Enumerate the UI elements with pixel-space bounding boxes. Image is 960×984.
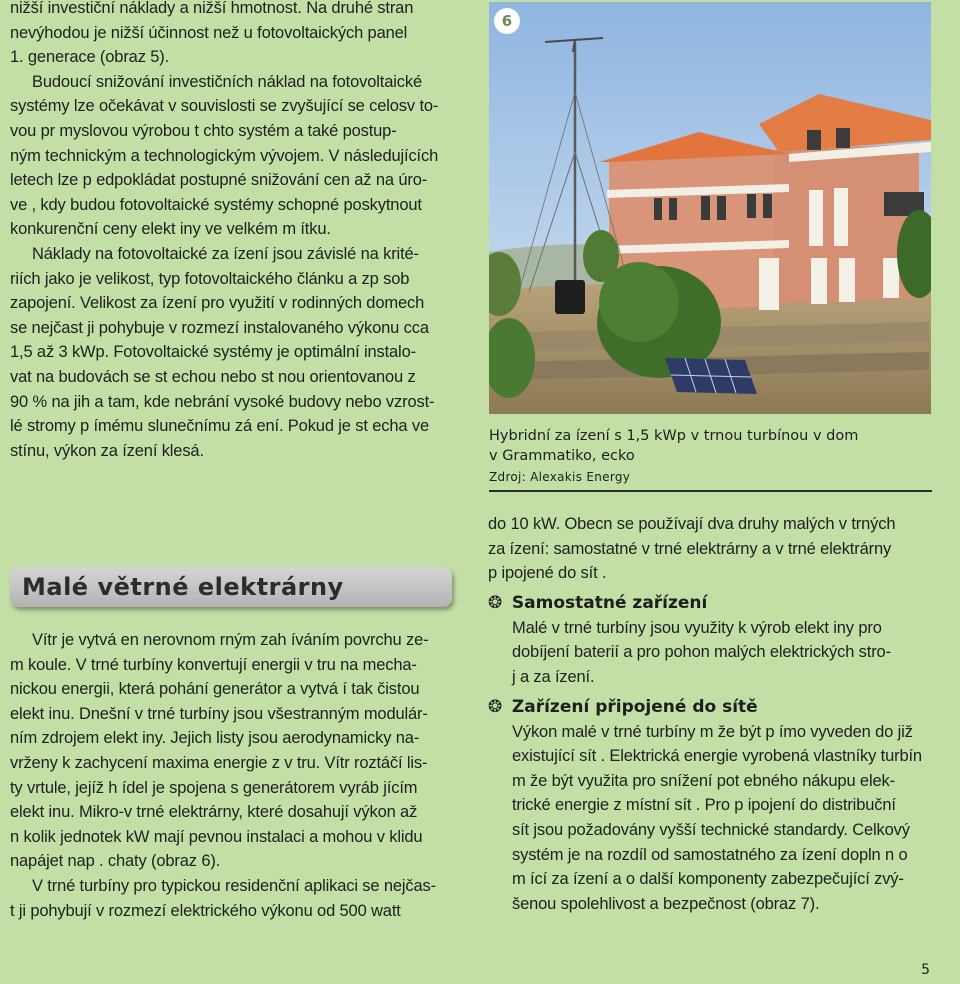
caption-line-2: v Grammatiko, ecko [489, 448, 635, 464]
paragraph-two-types: do 10 kW. Obecn se používají dva druhy malých v trných za ízení: samostatné v trné elektrárny a v trné elektrárny p ipojené do sít . [488, 515, 896, 583]
caption-divider [489, 490, 932, 492]
paragraph-residential-turbines: V trné turbíny pro typickou residenční aplikaci se nejčas- t ji pohybují v rozmezí elektrického výkonu od 500 watt [10, 876, 437, 920]
figure-caption [489, 426, 932, 487]
page-number: 5 [921, 962, 930, 978]
subheading-standalone [488, 590, 958, 616]
paragraph-installation-costs: Náklady na fotovoltaické za ízení jsou závislé na krité- riích jako je velikost, typ fotovoltaického článku a zp sob zapojení. Velikost za ízení pro využití v rodinných domech se nejčast ji pohybuje v rozmezí instalovaného výkonu cca 1,5 až 3 kWp. Fotovoltaické systémy je optimální instalo- vat na budovách se st echou nebo st nou orientovanou z 90 % na jih a tam, kde nebrání vysoké budovy nebo vzrost- lé stromy p ímému slunečnímu zá ení. Pokud je st echa ve stínu, výkon za ízení klesá. [10, 244, 435, 460]
paragraph-wind-origin: Vítr je vytvá en nerovnom rným zah íváním povrchu ze- m koule. V trné turbíny konvertují energii v tru na mecha- nickou energii, která pohání generátor a vytvá í tak čistou elekt inu. Dnešní v trné turbíny jsou všestranným modulár- ním zdrojem elekt iny. Jejich listy jsou aerodynamicky na- vrženy k zachycení maxima energie z v tru. Vítr roztáčí lis- ty vrtule, jejíž h ídel je spojena s generátorem vyráb jícím elekt inu. Mikro-v trné elektrárny, které dosahují výkon až n kolik jednotek kW mají pevnou instalaci a mohou v klidu napájet nap . chaty (obraz 6). [10, 631, 429, 871]
left-bottom-column [10, 628, 480, 923]
right-bottom-column [488, 512, 958, 916]
caption-line-1: Hybridní za ízení s 1,5 kWp v trnou turbínou v dom [489, 428, 859, 444]
flower-bullet-icon: ❂ [488, 696, 503, 717]
flower-bullet-icon: ❂ [488, 592, 503, 613]
figure-number-badge: 6 [496, 10, 518, 32]
subheading-grid-connected-label: Zařízení připojené do sítě [511, 696, 758, 717]
caption-source: Zdroj: Alexakis Energy [489, 470, 631, 484]
subheading-grid-connected [488, 694, 958, 720]
paragraph-future-costs: Budoucí snižování investičních náklad na fotovoltaické systémy lze očekávat v souvislosti se zvyšující se celosv to- vou pr myslovou výrobou t chto systém a také postup- ným technickým a technologickým vývojem. V následujících letech lze p edpokládat postupné snižování cen až na úro- ve , kdy budou fotovoltaické systémy schopné poskytnout konkurenční ceny elekt iny ve velkém m ítku. [10, 72, 439, 239]
section-heading-small-wind: Malé větrné elektrárny [10, 567, 452, 607]
house-wind-turbine-photo [489, 2, 931, 414]
paragraph-standalone: Malé v trné turbíny jsou využity k výrob elekt iny pro dobíjení baterií a pro pohon malých elektrických stro- j a za ízení. [512, 618, 891, 686]
paragraph-grid-connected: Výkon malé v trné turbíny m že být p ímo vyveden do již existující sít . Elektrická energie vyrobená vlastníky turbín m že být využita pro snížení pot ebného nákupu elek- trické energie z místní sít . Pro p ipojení do distribuční sít jsou požadovány vyšší technické standardy. Celkový systém je na rozdíl od samostatného za ízení dopln n o m ící za ízení a o další komponenty zabezpečující zvý- šenou spolehlivost a bezpečnost (obraz 7). [512, 722, 922, 913]
paragraph-investment-weight: nižší investiční náklady a nižší hmotnost. Na druhé stran nevýhodou je nižší účinnost než u fotovoltaických panel 1. generace (obraz 5). [10, 0, 414, 67]
subheading-standalone-label: Samostatné zařízení [511, 592, 708, 613]
left-top-column [10, 0, 480, 463]
